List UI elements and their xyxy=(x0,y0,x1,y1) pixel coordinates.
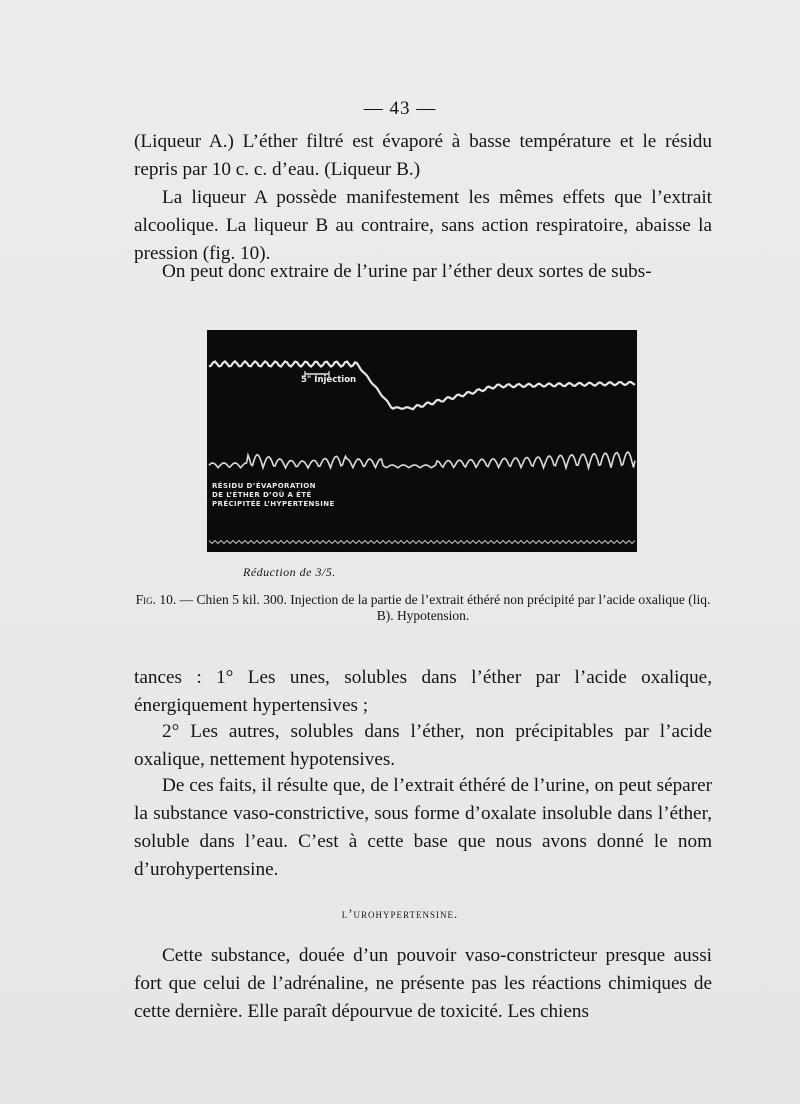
kymograph-figure xyxy=(207,330,637,552)
respiration-trace xyxy=(209,452,635,468)
figure-inset-label xyxy=(212,482,335,509)
figure-caption-text: — Chien 5 kil. 300. Injection de la partie de l’extrait éthéré non précipité par l’acide oxalique (liq. B). Hypotension. xyxy=(176,592,711,623)
figure-caption-lead: Fig. 10. xyxy=(135,592,177,607)
paragraph-6: De ces faits, il résulte que, de l’extrait éthéré de l’urine, on peut séparer la substance vaso-constrictive, sous forme d’oxalate insoluble dans l’éther, soluble dans l’eau. C’est à cette base que nous avons donné le nom d’urohypertensine. xyxy=(134,775,712,880)
paragraph-3: On peut donc extraire de l’urine par l’éther deux sortes de subs- xyxy=(162,261,652,282)
inset-label-line: RÉSIDU D’ÉVAPORATION xyxy=(212,482,316,490)
figure-reduction-note: Réduction de 3/5. xyxy=(243,565,336,579)
blood-pressure-trace xyxy=(209,361,635,409)
kymograph-tracing xyxy=(207,330,637,552)
injection-label: 5" Injection xyxy=(301,375,357,385)
paragraph-4: tances : 1° Les unes, solubles dans l’éther par l’acide oxalique, énergiquement hypertensives ; xyxy=(134,667,712,716)
inset-label-line: DE L’ÉTHER D’OÙ A ÉTÉ xyxy=(212,491,312,499)
section-title: l’urohypertensine. xyxy=(341,906,459,921)
paragraph-7: Cette substance, douée d’un pouvoir vaso-constricteur presque aussi fort que celui de l’adrénaline, ne présente pas les réactions chimiques de cette dernière. Elle paraît dépourvue de toxicité. Les chiens xyxy=(134,945,712,1022)
paragraph-5: 2° Les autres, solubles dans l’éther, non précipitables par l’acide oxalique, nettement hypotensives. xyxy=(134,721,712,770)
paragraph-2: La liqueur A possède manifestement les mêmes effets que l’extrait alcoolique. La liqueur B au contraire, sans action respiratoire, abaisse la pression (fig. 10). xyxy=(134,187,712,264)
paragraph-1: (Liqueur A.) L’éther filtré est évaporé à basse température et le résidu repris par 10 c. c. d’eau. (Liqueur B.) xyxy=(134,131,712,180)
figure-caption xyxy=(134,592,712,624)
page-number: — 43 — xyxy=(363,98,437,119)
inset-label-line: PRÉCIPITÉE L’HYPERTENSINE xyxy=(212,500,335,508)
time-trace xyxy=(209,541,635,544)
